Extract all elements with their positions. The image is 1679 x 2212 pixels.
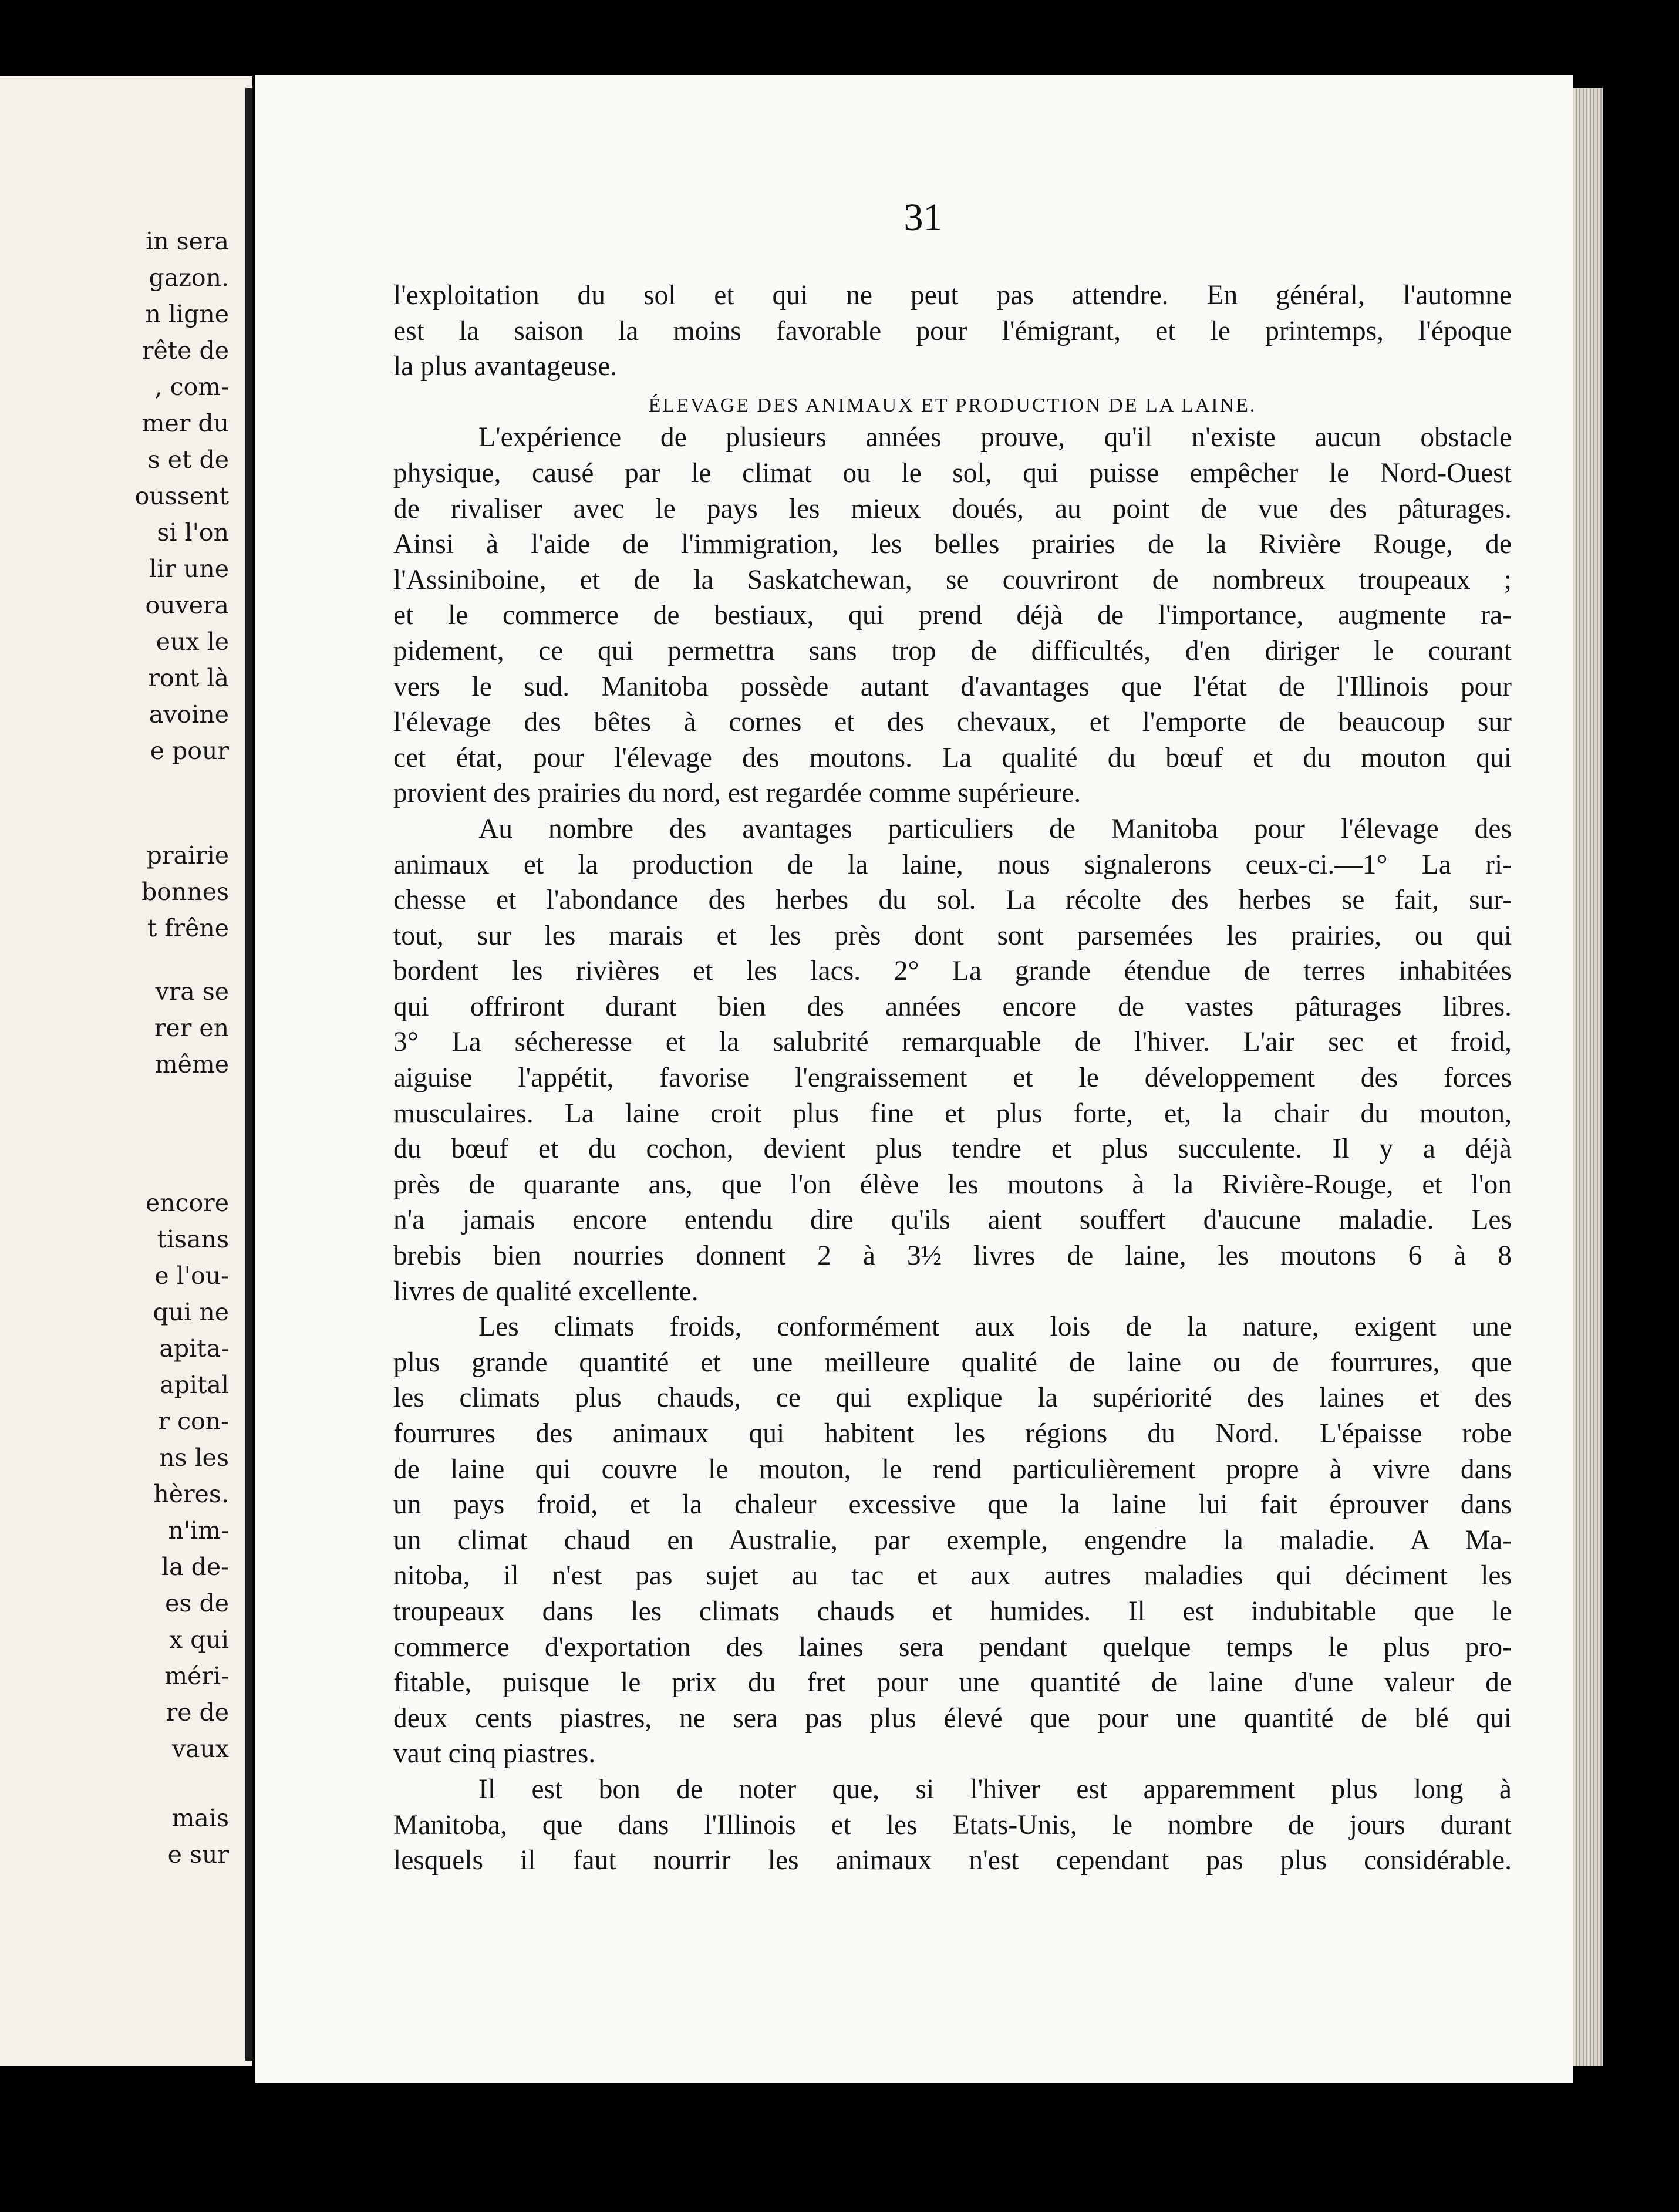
text-line: plus grande quantité et une meilleure qualité de laine ou de fourrures, que <box>393 1347 1512 1378</box>
text-line: et le commerce de bestiaux, qui prend déjà de l'importance, augmente ra- <box>393 600 1512 631</box>
facing-page-line: x qui <box>169 1626 229 1654</box>
facing-page-line: ront là <box>148 664 229 692</box>
facing-page-line: si l'on <box>157 518 229 547</box>
text-line: bordent les rivières et les lacs. 2° La grande étendue de terres inhabitées <box>393 956 1512 987</box>
text-line: est la saison la moins favorable pour l'émigrant, et le printemps, l'époque <box>393 315 1512 346</box>
text-line: aiguise l'appétit, favorise l'engraissement et le développement des forces <box>393 1063 1512 1094</box>
body-text <box>393 278 1512 1879</box>
text-line: la plus avantageuse. <box>393 351 618 382</box>
text-line: chesse et l'abondance des herbes du sol. La récolte des herbes se fait, sur- <box>393 885 1512 916</box>
facing-page-line: gazon. <box>149 264 229 292</box>
text-line: un climat chaud en Australie, par exemple, engendre la maladie. A Ma- <box>393 1525 1512 1556</box>
facing-page-line: , com- <box>154 373 229 401</box>
text-line: L'expérience de plusieurs années prouve, qu'il n'existe aucun obstacle <box>478 422 1512 453</box>
facing-page-line: oussent <box>134 482 229 510</box>
facing-page-line: e sur <box>167 1840 229 1869</box>
text-line: vers le sud. Manitoba possède autant d'avantages que l'état de l'Illinois pour <box>393 671 1512 702</box>
text-line: fourrures des animaux qui habitent les régions du Nord. L'épaisse robe <box>393 1418 1512 1449</box>
text-line: l'Assiniboine, et de la Saskatchewan, se couvriront de nombreux troupeaux ; <box>393 564 1512 595</box>
facing-page-line: la de- <box>161 1553 229 1581</box>
text-line: pidement, ce qui permettra sans trop de difficultés, d'en diriger le courant <box>393 635 1512 666</box>
text-line: physique, causé par le climat ou le sol, qui puisse empêcher le Nord-Ouest <box>393 457 1512 488</box>
facing-page-line: s et de <box>147 446 229 474</box>
facing-page-line: in sera <box>146 227 229 255</box>
facing-page-line: avoine <box>149 700 229 729</box>
facing-page-line: n ligne <box>145 300 229 328</box>
facing-page-line: mer du <box>141 409 229 437</box>
facing-page-line: rête de <box>141 336 229 365</box>
text-line: n'a jamais encore entendu dire qu'ils aient souffert d'aucune maladie. Les <box>393 1205 1512 1236</box>
page-number: 31 <box>903 196 943 239</box>
facing-page-line: hères. <box>153 1480 229 1508</box>
text-line: cet état, pour l'élevage des moutons. La qualité du bœuf et du mouton qui <box>393 742 1512 773</box>
text-line: l'élevage des bêtes à cornes et des chevaux, et l'emporte de beaucoup sur <box>393 707 1512 738</box>
facing-page-line: re de <box>166 1698 229 1727</box>
facing-page-line: vaux <box>171 1735 229 1763</box>
text-line: Au nombre des avantages particuliers de Manitoba pour l'élevage des <box>478 813 1512 844</box>
facing-page-line: qui ne <box>153 1298 229 1326</box>
text-line: de laine qui couvre le mouton, le rend particulièrement propre à vivre dans <box>393 1454 1512 1485</box>
text-line: vaut cinq piastres. <box>393 1738 596 1769</box>
facing-page-line: r con- <box>158 1407 229 1435</box>
text-line: Ainsi à l'aide de l'immigration, les belles prairies de la Rivière Rouge, de <box>393 529 1512 560</box>
text-line: 3° La sécheresse et la salubrité remarquable de l'hiver. L'air sec et froid, <box>393 1027 1512 1058</box>
facing-page-line: e pour <box>150 737 229 765</box>
facing-page-line: es de <box>165 1589 229 1617</box>
facing-page-line: tisans <box>157 1225 229 1253</box>
facing-page-line: ouvera <box>145 591 229 619</box>
text-line: animaux et la production de la laine, nous signalerons ceux-ci.—1° La ri- <box>393 849 1512 880</box>
text-line: troupeaux dans les climats chauds et humides. Il est indubitable que le <box>393 1596 1512 1627</box>
facing-page-line: bonnes <box>141 878 229 906</box>
text-line: qui offriront durant bien des années encore de vastes pâturages libres. <box>393 991 1512 1022</box>
facing-page-line: lir une <box>149 555 229 583</box>
text-line: deux cents piastres, ne sera pas plus élevé que pour une quantité de blé qui <box>393 1702 1512 1734</box>
section-heading: ÉLEVAGE DES ANIMAUX ET PRODUCTION DE LA LAINE. <box>648 394 1257 416</box>
facing-page-line: apita- <box>159 1334 229 1363</box>
page <box>255 75 1573 2083</box>
text-line: tout, sur les marais et les près dont sont parsemées les prairies, ou qui <box>393 920 1512 951</box>
text-line: livres de qualité excellente. <box>393 1276 699 1307</box>
text-line: Les climats froids, conformément aux lois de la nature, exigent une <box>478 1311 1512 1343</box>
text-line: l'exploitation du sol et qui ne peut pas attendre. En général, l'automne <box>393 280 1512 311</box>
text-line: Il est bon de noter que, si l'hiver est apparemment plus long à <box>478 1773 1512 1805</box>
facing-page-line: e l'ou- <box>154 1262 229 1290</box>
text-line: brebis bien nourries donnent 2 à 3½ livres de laine, les moutons 6 à 8 <box>393 1240 1512 1272</box>
facing-page-line: méri- <box>164 1662 229 1690</box>
facing-page-line: vra se <box>155 977 229 1006</box>
text-line: près de quarante ans, que l'on élève les moutons à la Rivière-Rouge, et l'on <box>393 1169 1512 1200</box>
text-line: les climats plus chauds, ce qui explique la supériorité des laines et des <box>393 1382 1512 1414</box>
facing-page-line: n'im- <box>168 1516 229 1545</box>
text-line: un pays froid, et la chaleur excessive que la laine lui fait éprouver dans <box>393 1489 1512 1520</box>
book-gutter <box>245 88 252 2061</box>
text-line: nitoba, il n'est pas sujet au tac et aux autres maladies qui déciment les <box>393 1560 1512 1591</box>
facing-page-line: encore <box>145 1189 229 1217</box>
facing-page-line: apital <box>160 1371 229 1399</box>
text-line: de rivaliser avec le pays les mieux doués, au point de vue des pâturages. <box>393 493 1512 524</box>
facing-page <box>0 76 252 2066</box>
facing-page-line: même <box>154 1050 229 1078</box>
text-line: fitable, puisque le prix du fret pour une quantité de laine d'une valeur de <box>393 1667 1512 1698</box>
facing-page-line: prairie <box>146 841 229 869</box>
text-line: musculaires. La laine croit plus fine et plus forte, et, la chair du mouton, <box>393 1098 1512 1129</box>
facing-page-line: ns les <box>159 1444 229 1472</box>
text-line: lesquels il faut nourrir les animaux n'est cependant pas plus considérable. <box>393 1845 1512 1876</box>
facing-page-line: eux le <box>156 628 229 656</box>
text-line: Manitoba, que dans l'Illinois et les Etats-Unis, le nombre de jours durant <box>393 1809 1512 1840</box>
facing-page-line: t frêne <box>147 914 229 942</box>
text-line: du bœuf et du cochon, devient plus tendre et plus succulente. Il y a déjà <box>393 1134 1512 1165</box>
text-line: commerce d'exportation des laines sera pendant quelque temps le plus pro- <box>393 1631 1512 1663</box>
text-line: provient des prairies du nord, est regardée comme supérieure. <box>393 778 1081 809</box>
facing-page-line: rer en <box>154 1014 229 1042</box>
facing-page-line: mais <box>171 1804 229 1832</box>
page-edges <box>1573 88 1603 2066</box>
